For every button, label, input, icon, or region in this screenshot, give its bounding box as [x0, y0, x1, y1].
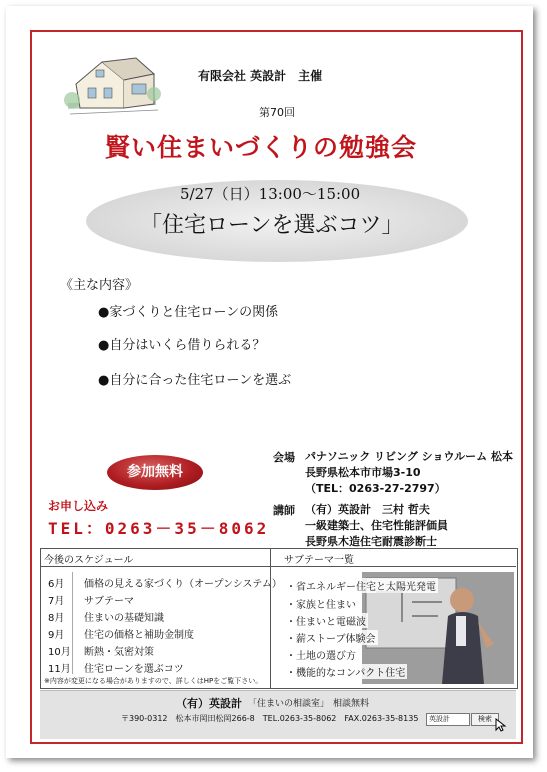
lecturer-certification: 長野県木造住宅耐震診断士 — [305, 535, 437, 548]
subtheme-item: ・機能的なコンパクト住宅 — [284, 664, 407, 679]
subtheme-title: サブテーマ一覧 — [284, 555, 354, 566]
schedule-month: 9月 — [48, 630, 65, 641]
cursor-icon — [495, 718, 507, 732]
schedule-topic: 住宅ローンを選ぶコツ — [84, 664, 184, 675]
lecturer-name: （有）英設計 三村 哲夫 — [305, 503, 430, 516]
apply-label: お申し込み — [48, 499, 109, 513]
venue-address: 長野県松本市市場3-10 — [305, 466, 421, 479]
schedule-topic: 住まいの基礎知識 — [84, 613, 164, 624]
apply-phone: TEL：0263－35－8062 — [48, 519, 270, 538]
event-title: 賢い住まいづくりの勉強会 — [105, 133, 418, 162]
subtheme-item: ・住まいと電磁波 — [284, 613, 368, 628]
schedule-month: 6月 — [48, 579, 65, 590]
search-button[interactable]: 検索 — [471, 713, 499, 726]
schedule-title: 今後のスケジュール — [44, 555, 134, 566]
schedule-divider — [40, 566, 270, 567]
house-sketch-image — [62, 44, 162, 126]
content-item: ●自分に合った住宅ローンを選ぶ — [98, 373, 292, 388]
subtheme-item: ・土地の選び方 — [284, 647, 358, 662]
schedule-topic: 住宅の価格と補助金制度 — [84, 630, 194, 641]
subtheme-divider — [270, 566, 516, 567]
venue-name: パナソニック リビング ショウルーム 松本 — [305, 450, 513, 463]
footer-company: （有）英設計 — [176, 697, 242, 710]
edition-number: 第70回 — [259, 106, 295, 119]
content-item: ●家づくりと住宅ローンの関係 — [98, 305, 279, 320]
schedule-column-divider — [72, 572, 73, 674]
subtheme-item: ・省エネルギー住宅と太陽光発電 — [284, 578, 438, 593]
schedule-topic: 断熱・気密対策 — [84, 647, 154, 658]
subtheme-item: ・家族と住まい — [284, 596, 358, 611]
schedule-note: ※内容が変更になる場合がありますので、詳しくはHPをご覧下さい。 — [44, 677, 263, 685]
venue-label: 会場 — [273, 451, 295, 464]
schedule-topic: サブテーマ — [84, 596, 134, 607]
content-item: ●自分はいくら借りられる？ — [98, 338, 266, 353]
search-input[interactable]: 英設計 — [426, 713, 470, 726]
venue-info — [305, 449, 513, 497]
footer-address: 〒390-0312 松本市岡田松岡266-8 TEL.0263-35-8062 FAX.0263-35-8135 — [121, 714, 419, 723]
subtheme-item: ・薪ストーブ体験会 — [284, 630, 378, 645]
schedule-topic: 価格の見える家づくり（オープンシステム） — [84, 579, 282, 590]
lecturer-info — [305, 502, 448, 550]
schedule-month: 8月 — [48, 613, 65, 624]
event-datetime: 5/27（日）13:00～15:00 — [180, 185, 361, 203]
schedule-month: 10月 — [48, 647, 71, 658]
organizer-text: 有限会社 英設計 主催 — [198, 69, 323, 83]
footer-room: 「住まいの相談室」 — [248, 699, 330, 709]
venue-phone: （TEL：0263-27-2797） — [305, 482, 446, 495]
lecturer-label: 講師 — [273, 504, 295, 517]
contents-heading: 《主な内容》 — [60, 278, 139, 293]
free-participation-badge: 参加無料 — [107, 455, 203, 490]
lecturer-qualification: 一級建築士、住宅性能評価員 — [305, 519, 448, 532]
schedule-month: 7月 — [48, 596, 65, 607]
event-subtitle: 「住宅ローンを選ぶコツ」 — [140, 213, 404, 238]
schedule-month: 11月 — [48, 664, 71, 675]
footer-free: 相談無料 — [333, 699, 370, 709]
